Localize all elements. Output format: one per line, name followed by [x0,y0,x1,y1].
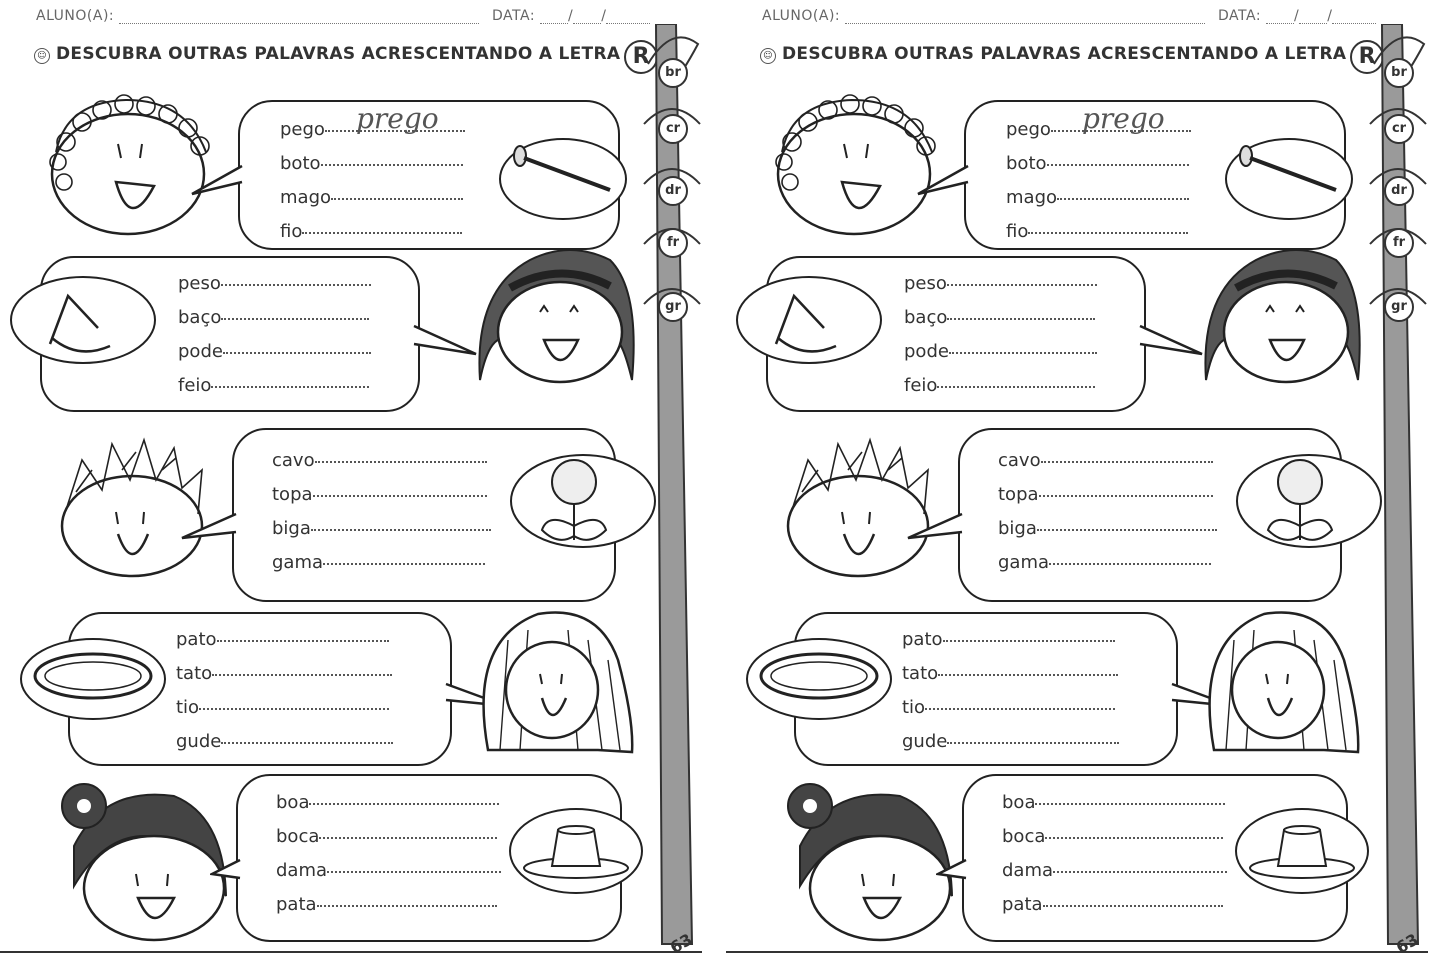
word-row[interactable]: gude [902,725,1119,759]
word-row[interactable]: tio [902,691,1119,725]
long-hair-girl-face-icon [448,600,638,760]
word-row[interactable]: feio [178,369,371,403]
word-list-3 [272,444,491,580]
word-row[interactable]: topa [998,478,1217,512]
flower-icon [1234,452,1384,550]
word-row[interactable]: boa [276,786,501,820]
word-row[interactable]: mago [280,181,465,215]
word-list-4 [902,623,1119,759]
curly-boy-face-icon [36,82,216,242]
pudding-icon [1234,806,1370,896]
word-row[interactable]: pato [176,623,393,657]
tag-fr: fr [1384,228,1414,258]
word-row[interactable]: fio [1006,215,1191,249]
word-row[interactable]: cavo [998,444,1217,478]
tag-dr: dr [1384,176,1414,206]
tag-fr: fr [658,228,688,258]
word-row[interactable]: gude [176,725,393,759]
word-row[interactable]: pato [902,623,1119,657]
word-row[interactable]: cavo [272,444,491,478]
long-hair-girl-face-icon [1174,600,1364,760]
word-row[interactable]: mago [1006,181,1191,215]
spiky-hair-boy-face-icon [778,430,938,580]
date-field[interactable]: DATA: / / [492,8,650,24]
page-number: 63 [1392,929,1422,958]
date-label: DATA: [492,8,536,24]
word-row[interactable]: boto [1006,147,1191,181]
word-row[interactable]: feio [904,369,1097,403]
girl-straight-hair-face-icon [1196,240,1368,390]
word-row[interactable]: pode [178,335,371,369]
word-row[interactable]: baço [904,301,1097,335]
speech-tail-icon [906,508,964,548]
word-row[interactable]: boto [280,147,465,181]
instruction-title: ☺ DESCUBRA OUTRAS PALAVRAS ACRESCENTANDO A LETRA R [760,40,1393,74]
word-row[interactable]: dama [1002,854,1227,888]
letter-tags-column [1368,24,1428,954]
curly-boy-face-icon [762,82,942,242]
word-row[interactable]: biga [998,512,1217,546]
word-row[interactable]: boa [1002,786,1227,820]
flower-hair-girl-face-icon [770,776,960,944]
speech-tail-icon [190,160,244,200]
word-row[interactable]: tato [902,657,1119,691]
arm-elbow-icon [734,274,884,366]
word-row[interactable]: baço [178,301,371,335]
spiky-hair-boy-face-icon [52,430,212,580]
word-row[interactable]: peso [178,267,371,301]
page-number: 63 [666,929,696,958]
word-row[interactable]: dama [276,854,501,888]
leafy-stem-icon [642,24,702,954]
leafy-stem-icon [1368,24,1428,954]
smiley-icon: ☺ [760,48,776,64]
word-list-2 [904,267,1097,403]
tag-cr: cr [658,114,688,144]
letter-r-badge: R [624,40,658,74]
handwritten-answer: prego [1082,102,1165,135]
word-row[interactable]: boca [276,820,501,854]
word-row[interactable]: pego [280,113,465,147]
speech-tail-icon [916,160,970,200]
nail-icon [498,136,628,222]
student-name-field[interactable] [36,8,479,24]
word-row[interactable]: pata [1002,888,1227,922]
speech-tail-icon [1138,320,1204,360]
word-row[interactable]: topa [272,478,491,512]
instruction-title: ☺ DESCUBRA OUTRAS PALAVRAS ACRESCENTANDO A LETRA R [34,40,667,74]
word-row[interactable]: tato [176,657,393,691]
word-row[interactable]: pego [1006,113,1191,147]
word-row[interactable]: biga [272,512,491,546]
word-list-4 [176,623,393,759]
student-name-field[interactable] [762,8,1205,24]
word-row[interactable]: pata [276,888,501,922]
speech-tail-icon [412,320,478,360]
date-label: DATA: [1218,8,1262,24]
speech-tail-icon [180,508,238,548]
tag-br: br [658,58,688,88]
word-list-3 [998,444,1217,580]
pudding-icon [508,806,644,896]
page-bottom-rule [726,951,1428,953]
speech-tail-icon [210,856,242,886]
tag-cr: cr [1384,114,1414,144]
tag-gr: gr [1384,292,1414,322]
tag-br: br [1384,58,1414,88]
flower-hair-girl-face-icon [44,776,234,944]
word-row[interactable]: boca [1002,820,1227,854]
word-list-5 [1002,786,1227,922]
bracelet-icon [18,636,168,722]
word-row[interactable]: gama [998,546,1217,580]
word-row[interactable]: tio [176,691,393,725]
student-label: ALUNO(A): [36,8,115,24]
word-list-5 [276,786,501,922]
word-list-2 [178,267,371,403]
tag-dr: dr [658,176,688,206]
bracelet-icon [744,636,894,722]
word-row[interactable]: gama [272,546,491,580]
speech-tail-icon [936,856,968,886]
flower-icon [508,452,658,550]
page-bottom-rule [0,951,702,953]
worksheet-page-right [726,0,1452,961]
letter-r-badge: R [1350,40,1384,74]
nail-icon [1224,136,1354,222]
word-row[interactable]: fio [280,215,465,249]
letter-tags-column [642,24,702,954]
handwritten-answer: prego [356,102,439,135]
arm-elbow-icon [8,274,158,366]
date-field[interactable]: DATA: / / [1218,8,1376,24]
girl-straight-hair-face-icon [470,240,642,390]
word-row[interactable]: pode [904,335,1097,369]
word-row[interactable]: peso [904,267,1097,301]
tag-gr: gr [658,292,688,322]
student-label: ALUNO(A): [762,8,841,24]
smiley-icon: ☺ [34,48,50,64]
